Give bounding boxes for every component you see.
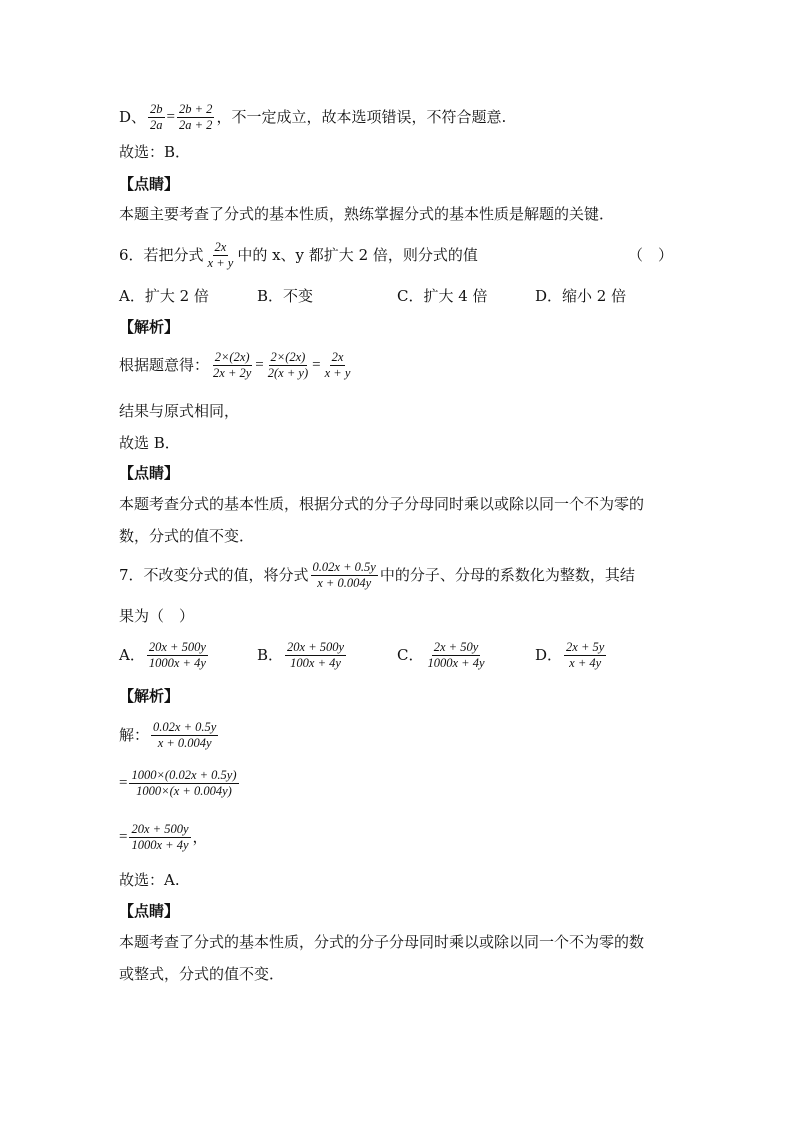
answer-7: 故选：A. xyxy=(119,871,180,889)
summary-7-line-2: 或整式，分式的值不变． xyxy=(119,965,285,983)
option-d-text: ，不一定成立，故本选项错误，不符合题意. xyxy=(216,108,507,126)
answer-5: 故选：B． xyxy=(119,143,191,161)
fraction: $\frac{2x}{x + y}$ xyxy=(324,350,351,380)
option-c: C．扩大 4 倍 xyxy=(397,287,488,305)
fraction: $\frac{2\times(2x)}{2x + 2y}$ xyxy=(213,350,252,380)
fraction: $\frac{20x + 500y}{1000x + 4y}$ xyxy=(148,640,206,670)
option-a: A．扩大 2 倍 xyxy=(119,287,209,305)
dianjing-heading: 【点睛】 xyxy=(119,464,180,482)
option-d: D．缩小 2 倍 xyxy=(535,287,627,305)
question-7-options xyxy=(119,640,608,671)
fraction: $\frac{2x + 50y}{1000x + 4y}$ xyxy=(427,640,485,670)
jiexi-heading: 【解析】 xyxy=(119,318,180,336)
solution-7-step-1: 解： $\frac{0.02x + 0.5y}{x + 0.004y}$ xyxy=(119,720,217,750)
option-c: C． $\frac{2x + 50y}{1000x + 4y}$ xyxy=(397,640,485,670)
option-a: A． $\frac{20x + 500y}{1000x + 4y}$ xyxy=(119,640,206,670)
dianjing-heading: 【点睛】 xyxy=(119,175,180,193)
summary-6-line-1: 本题考查分式的基本性质，根据分式的分子分母同时乘以或除以同一个不为零的 xyxy=(119,495,645,513)
question-7-cont: 果为（ ） xyxy=(119,607,195,625)
fraction: $\frac{20x + 500y}{1000x + 4y}$ xyxy=(131,822,189,852)
question-7: 7．不改变分式的值，将分式 $\frac{0.02x + 0.5y}{x + 0.004y}$ 中的分子、分母的系数化为整数，其结 xyxy=(119,560,635,590)
fraction: $\frac{0.02x + 0.5y}{x + 0.004y}$ xyxy=(153,720,217,750)
fraction: $\frac{2b}{2a}$ xyxy=(150,102,163,132)
solution-7-step-3: = $\frac{20x + 500y}{1000x + 4y}$ ， xyxy=(119,822,208,852)
fraction: $\frac{1000\times(0.02x + 0.5y)}{1000\times(x + 0.004y)}$ xyxy=(131,768,237,798)
fraction: $\frac{20x + 500y}{100x + 4y}$ xyxy=(287,640,345,670)
question-6: 6．若把分式 $\frac{2x}{x + y}$ 中的 x、y 都扩大 2 倍，则分式的值 xyxy=(119,240,478,270)
option-b: B． $\frac{20x + 500y}{100x + 4y}$ xyxy=(257,640,345,670)
answer-paren: （ ） xyxy=(628,246,674,264)
question-6-options xyxy=(119,289,626,304)
summary-6-line-2: 数，分式的值不变． xyxy=(119,527,255,545)
option-d-label: D、 xyxy=(119,108,147,126)
option-d-line: D、 $\frac{2b}{2a}$ = $\frac{2b + 2}{2a + 2}$ ，不一定成立，故本选项错误，不符合题意. xyxy=(119,102,507,132)
option-b: B．不变 xyxy=(257,287,314,305)
solution-7-step-2: = $\frac{1000\times(0.02x + 0.5y)}{1000\times(x + 0.004y)}$ xyxy=(119,768,237,798)
solution-6: 根据题意得： $\frac{2\times(2x)}{2x + 2y}$ = $\frac{2\times(2x)}{2(x + y)}$ = $\frac{2x}{x + y}$ xyxy=(119,350,351,380)
fraction: $\frac{2x + 5y}{x + 4y}$ xyxy=(566,640,605,670)
answer-6: 故选 B． xyxy=(119,434,180,452)
fraction: $\frac{2\times(2x)}{2(x + y)}$ xyxy=(267,350,309,380)
option-d: D． $\frac{2x + 5y}{x + 4y}$ xyxy=(535,640,605,670)
dianjing-heading: 【点睛】 xyxy=(119,902,180,920)
summary-5: 本题主要考查了分式的基本性质，熟练掌握分式的基本性质是解题的关键． xyxy=(119,205,615,223)
fraction: $\frac{0.02x + 0.5y}{x + 0.004y}$ xyxy=(312,560,376,590)
solution-6-result: 结果与原式相同， xyxy=(119,402,240,420)
jiexi-heading: 【解析】 xyxy=(119,687,180,705)
fraction: $\frac{2x}{x + y}$ xyxy=(207,240,234,270)
fraction: $\frac{2b + 2}{2a + 2}$ xyxy=(179,102,213,132)
summary-7-line-1: 本题考查了分式的基本性质，分式的分子分母同时乘以或除以同一个不为零的数 xyxy=(119,933,645,951)
